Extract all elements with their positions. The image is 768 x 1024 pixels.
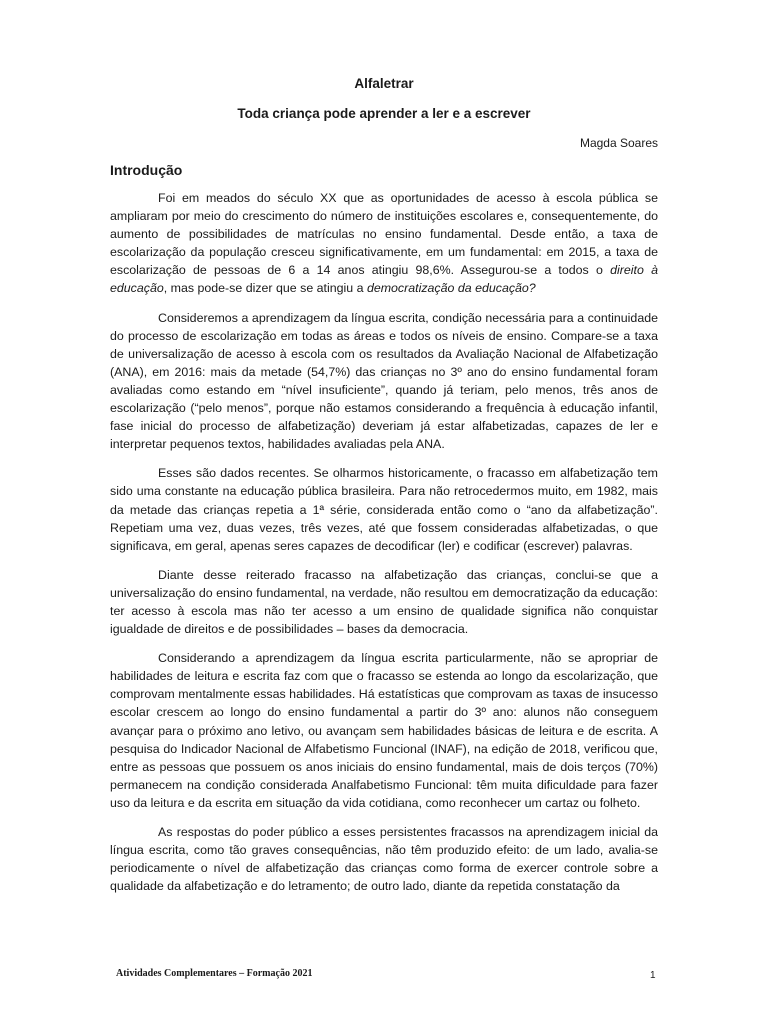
text-run: As respostas do poder público a esses persistentes fracassos na aprendizagem inicial da língua escrita, como tão graves consequências, não têm produzido efeito: de um lado, avalia-se periodicamente o nível de alfabetização das crianças como forma de exercer controle sobre a qualidade da alfabetização e do letramento; de outro lado, diante da repetida constatação da xyxy=(110,825,658,894)
paragraph xyxy=(110,189,658,298)
text-run: Foi em meados do século XX que as oportunidades de acesso à escola pública se ampliaram por meio do crescimento do número de instituições escolares e, consequentemente, do aumento de possibilidades de matrículas no ensino fundamental. Desde então, a taxa de escolarização da população cresceu significativamente, em um fundamental: em 2015, a taxa de escolarização de pessoas de 6 a 14 anos atingiu 98,6%. Assegurou-se a todos o xyxy=(110,191,658,278)
section-heading: Introdução xyxy=(110,162,183,178)
document-subtitle: Toda criança pode aprender a ler e a escrever xyxy=(237,106,531,121)
emphasis-text: democratização da educação? xyxy=(366,281,536,296)
paragraph xyxy=(110,566,658,638)
document-title: Alfaletrar xyxy=(354,76,414,91)
text-run: Consideremos a aprendizagem da língua escrita, condição necessária para a continuidade do processo de escolarização em todas as áreas e todos os níveis de ensino. Compare-se a taxa de universalização de acesso à escola com os resultados da Avaliação Nacional de Alfabetização (ANA), em 2016: mais da metade (54,7%) das crianças no 3º ano do ensino fundamental foram avaliadas como estando em “nível insuficiente”, quando já teriam, pelo menos, três anos de escolarização (“pelo menos”, porque não estamos considerando a frequência à educação infantil, fase inicial do processo de alfabetização) deveriam já estar alfabetizadas, capazes de ler e interpretar pequenos textos, habilidades avaliadas pela ANA. xyxy=(110,310,658,452)
paragraph xyxy=(110,823,658,895)
page-number: 1 xyxy=(650,970,656,981)
emphasis-text: direito à educação xyxy=(110,263,658,296)
text-run: , mas pode-se dizer que se atingiu a xyxy=(163,281,367,296)
text-run: Esses são dados recentes. Se olharmos historicamente, o fracasso em alfabetização tem sido uma constante na educação pública brasileira. Para não retrocedermos muito, em 1982, mais da metade das crianças repetia a 1ª série, considerada então como o “ano da alfabetização”. Repetiam uma vez, duas vezes, três vezes, até que fossem consideradas alfabetizadas, o que significava, em geral, apenas seres capazes de decodificar (ler) e codificar (escrever) palavras. xyxy=(110,466,658,553)
paragraph xyxy=(110,464,658,554)
body-text xyxy=(110,189,658,906)
text-run: Diante desse reiterado fracasso na alfabetização das crianças, conclui-se que a universalização do ensino fundamental, na verdade, não resultou em democratização da educação: ter acesso à escola mas não ter acesso a um ensino de qualidade significa não conquistar igualdade de direitos e de possibilidades – bases da democracia. xyxy=(110,567,658,637)
author-name: Magda Soares xyxy=(579,136,658,150)
text-run: Considerando a aprendizagem da língua escrita particularmente, não se apropriar de habilidades de leitura e escrita faz com que o fracasso se estenda ao longo da escolarização, que comprovam mentalmente essas habilidades. Há estatísticas que comprovam as taxas de insucesso escolar crescem ao longo do ensino fundamental a partir do 3º ano: alunos não conseguem avançar para o próximo ano letivo, ou avançam sem habilidades básicas de leitura e de escrita. A pesquisa do Indicador Nacional de Alfabetismo Funcional (INAF), na edição de 2018, verificou que, entre as pessoas que possuem os anos iniciais do ensino fundamental, mais de dois terços (70%) permanecem na condição considerada Analfabetismo Funcional: têm muita dificuldade para fazer uso da leitura e da escrita em situação da vida cotidiana, como reconhecer um cartaz ou folheto. xyxy=(110,651,658,810)
footer-text: Atividades Complementares – Formação 2021 xyxy=(116,968,313,979)
paragraph xyxy=(110,649,658,812)
paragraph xyxy=(110,309,658,454)
